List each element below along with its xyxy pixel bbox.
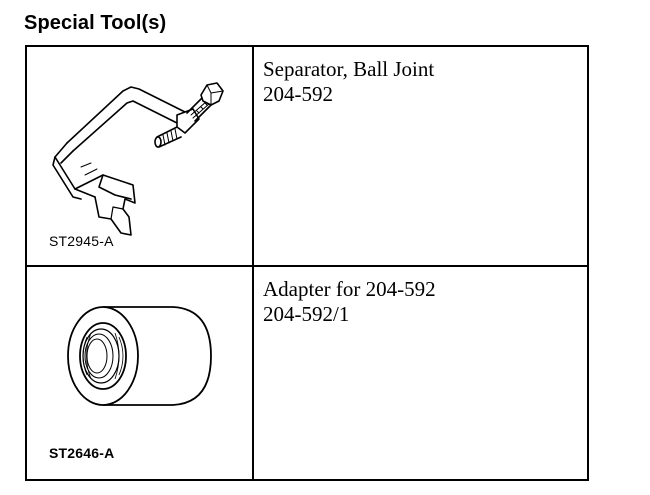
page-title: Special Tool(s) [24,12,167,34]
tool-image-cell [27,267,252,479]
tool-description [263,57,434,107]
tool-name: Adapter for 204-592 [263,277,436,301]
table-row [27,267,587,479]
tool-description [263,277,436,327]
table-row [27,47,587,267]
column-divider [252,267,254,479]
tool-number: 204-592/1 [263,302,350,326]
tool-number: 204-592 [263,82,333,106]
column-divider [252,47,254,265]
special-tools-table [25,45,589,481]
figure-label: ST2945-A [49,233,114,249]
tool-image-cell [27,47,252,265]
figure-label: ST2646-A [49,445,115,461]
tool-name: Separator, Ball Joint [263,57,435,81]
